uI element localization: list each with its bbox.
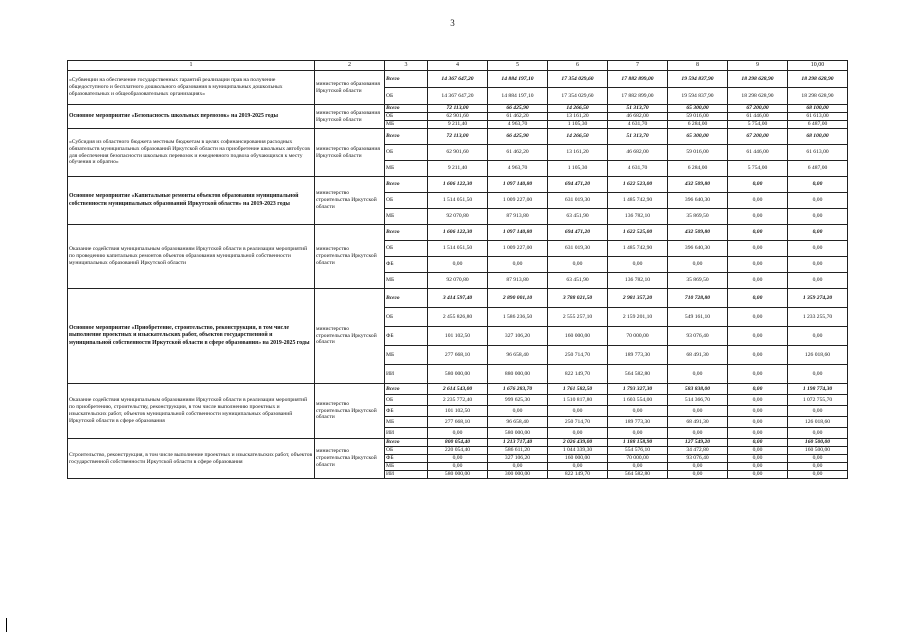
amount-cell: 18 298 628,90 <box>788 88 848 105</box>
funding-source: МБ <box>385 209 428 225</box>
amount-cell: 586 611,20 <box>488 447 548 455</box>
funding-source: МБ <box>385 273 428 289</box>
amount-cell: 0,00 <box>788 455 848 463</box>
amount-cell: 160 500,00 <box>788 439 848 447</box>
amount-cell: 19 594 837,90 <box>668 71 728 88</box>
header-row <box>68 61 848 71</box>
amount-cell: 14 884 197,10 <box>488 71 548 88</box>
amount-cell: 0,00 <box>728 447 788 455</box>
header-cell: 8 <box>668 61 728 71</box>
amount-cell: 277 668,10 <box>428 417 488 428</box>
table-row <box>68 225 848 241</box>
amount-cell: 65 300,00 <box>668 129 728 145</box>
amount-cell: 61 613,00 <box>788 145 848 161</box>
amount-cell: 0,00 <box>608 428 668 439</box>
amount-cell: 0,00 <box>728 417 788 428</box>
funding-source: Всего <box>385 384 428 395</box>
amount-cell: 0,00 <box>728 308 788 327</box>
amount-cell: 72 113,00 <box>428 129 488 145</box>
amount-cell: 127 549,20 <box>668 439 728 447</box>
amount-cell: 0,00 <box>608 463 668 471</box>
amount-cell: 2 159 201,10 <box>608 308 668 327</box>
amount-cell: 694 471,20 <box>548 225 608 241</box>
amount-cell: 0,00 <box>728 463 788 471</box>
amount-cell: 9 211,40 <box>428 121 488 129</box>
amount-cell: 1 606 122,30 <box>428 225 488 241</box>
amount-cell: 4 963,70 <box>488 121 548 129</box>
amount-cell: 327 106,20 <box>488 327 548 346</box>
budget-table <box>67 60 848 479</box>
amount-cell: 0,00 <box>788 177 848 193</box>
executor: министерство образования Иркутской области <box>315 129 385 177</box>
amount-cell: 0,00 <box>728 384 788 395</box>
amount-cell: 0,00 <box>668 463 728 471</box>
amount-cell: 0,00 <box>788 273 848 289</box>
amount-cell: 1 622 523,00 <box>608 177 668 193</box>
amount-cell: 2 235 772,40 <box>428 395 488 406</box>
table-row <box>68 439 848 447</box>
amount-cell: 189 773,30 <box>608 346 668 365</box>
funding-source: ОБ <box>385 88 428 105</box>
measure-name: Основное мероприятие «Приобретение, строительство, реконструкция, в том числе выполнение проектных и изыскательских работ, объектов государственной и муниципальной собственности Иркутской области в сфере образования» на 2019-2025 годы <box>68 289 315 384</box>
amount-cell: 0,00 <box>728 365 788 384</box>
executor: министерство образования Иркутской области <box>315 105 385 129</box>
amount-cell: 0,00 <box>788 327 848 346</box>
amount-cell: 0,00 <box>788 225 848 241</box>
header-cell: 3 <box>385 61 428 71</box>
table-body <box>68 61 848 479</box>
amount-cell: 580 000,00 <box>428 471 488 479</box>
amount-cell: 63 451,90 <box>548 273 608 289</box>
amount-cell: 0,00 <box>728 257 788 273</box>
funding-source: ФБ <box>385 257 428 273</box>
amount-cell: 564 582,80 <box>608 365 668 384</box>
executor: министерство образования Иркутской области <box>315 71 385 105</box>
amount-cell: 0,00 <box>788 471 848 479</box>
amount-cell: 4 963,70 <box>488 161 548 177</box>
amount-cell: 72 113,00 <box>428 105 488 113</box>
amount-cell: 5 754,00 <box>728 121 788 129</box>
amount-cell: 1 359 274,20 <box>788 289 848 308</box>
funding-source: МБ <box>385 346 428 365</box>
amount-cell: 2 555 257,10 <box>548 308 608 327</box>
funding-source: ФБ <box>385 455 428 463</box>
amount-cell: 1 097 140,80 <box>488 177 548 193</box>
amount-cell: 14 367 647,20 <box>428 71 488 88</box>
amount-cell: 13 161,20 <box>548 145 608 161</box>
executor: министерство строительства Иркутской области <box>315 439 385 479</box>
amount-cell: 0,00 <box>428 463 488 471</box>
amount-cell: 1 105,30 <box>548 121 608 129</box>
amount-cell: 2 455 826,80 <box>428 308 488 327</box>
amount-cell: 35 869,50 <box>668 273 728 289</box>
amount-cell: 2 026 439,00 <box>548 439 608 447</box>
funding-source: ФБ <box>385 327 428 346</box>
amount-cell: 68 100,00 <box>788 105 848 113</box>
amount-cell: 0,00 <box>728 471 788 479</box>
amount-cell: 93 076,40 <box>668 455 728 463</box>
amount-cell: 0,00 <box>728 177 788 193</box>
amount-cell: 18 298 628,90 <box>728 71 788 88</box>
amount-cell: 880 000,00 <box>488 365 548 384</box>
amount-cell: 1 586 236,50 <box>488 308 548 327</box>
amount-cell: 61 462,20 <box>488 145 548 161</box>
amount-cell: 0,00 <box>488 257 548 273</box>
executor: министерство строительства Иркутской области <box>315 384 385 439</box>
funding-source: ОБ <box>385 447 428 455</box>
amount-cell: 70 000,00 <box>608 327 668 346</box>
amount-cell: 59 016,00 <box>668 113 728 121</box>
header-cell: 5 <box>488 61 548 71</box>
amount-cell: 136 782,10 <box>608 273 668 289</box>
amount-cell: 631 019,30 <box>548 241 608 257</box>
amount-cell: 1 072 755,70 <box>788 395 848 406</box>
amount-cell: 1 233 255,70 <box>788 308 848 327</box>
amount-cell: 1 009 227,00 <box>488 193 548 209</box>
header-cell: 4 <box>428 61 488 71</box>
amount-cell: 51 313,70 <box>608 129 668 145</box>
funding-source: МБ <box>385 417 428 428</box>
funding-source: ОБ <box>385 241 428 257</box>
amount-cell: 1 676 283,70 <box>488 384 548 395</box>
amount-cell: 14 884 197,10 <box>488 88 548 105</box>
executor: министерство строительства Иркутской области <box>315 177 385 225</box>
amount-cell: 189 773,30 <box>608 417 668 428</box>
table-row <box>68 177 848 193</box>
amount-cell: 0,00 <box>728 428 788 439</box>
funding-source: МБ <box>385 463 428 471</box>
amount-cell: 710 728,80 <box>668 289 728 308</box>
funding-source: ОБ <box>385 145 428 161</box>
amount-cell: 9 211,40 <box>428 161 488 177</box>
executor: министерство строительства Иркутской области <box>315 289 385 384</box>
header-cell: 2 <box>315 61 385 71</box>
amount-cell: 68 100,00 <box>788 129 848 145</box>
page-number: 3 <box>450 18 455 28</box>
table-row <box>68 384 848 395</box>
funding-source: Всего <box>385 289 428 308</box>
amount-cell: 3 788 021,50 <box>548 289 608 308</box>
amount-cell: 583 838,00 <box>668 384 728 395</box>
amount-cell: 87 913,80 <box>488 209 548 225</box>
amount-cell: 68 491,30 <box>668 346 728 365</box>
amount-cell: 554 576,10 <box>608 447 668 455</box>
amount-cell: 0,00 <box>728 346 788 365</box>
funding-source: Всего <box>385 105 428 113</box>
amount-cell: 0,00 <box>788 428 848 439</box>
amount-cell: 0,00 <box>728 273 788 289</box>
amount-cell: 1 188 158,90 <box>608 439 668 447</box>
amount-cell: 92 070,80 <box>428 209 488 225</box>
amount-cell: 0,00 <box>788 365 848 384</box>
amount-cell: 62 901,60 <box>428 113 488 121</box>
funding-source: МБ <box>385 161 428 177</box>
amount-cell: 0,00 <box>728 439 788 447</box>
measure-name: «Субсидия из областного бюджета местным бюджетам в целях софинансирования расходных обязательств муниципальных образований Иркутской области на приобретение школьных автобусов для обеспечения безопасности школьных перевозок и ежедневного подвоза обучающихся к месту обучения и обратно» <box>68 129 315 177</box>
amount-cell: 0,00 <box>728 225 788 241</box>
amount-cell: 126 018,60 <box>788 346 848 365</box>
amount-cell: 0,00 <box>668 365 728 384</box>
amount-cell: 0,00 <box>548 257 608 273</box>
amount-cell: 3 414 597,40 <box>428 289 488 308</box>
amount-cell: 0,00 <box>788 241 848 257</box>
amount-cell: 549 161,10 <box>668 308 728 327</box>
header-cell: 9 <box>728 61 788 71</box>
amount-cell: 59 016,00 <box>668 145 728 161</box>
amount-cell: 17 882 899,00 <box>608 71 668 88</box>
amount-cell: 0,00 <box>728 209 788 225</box>
amount-cell: 0,00 <box>668 406 728 417</box>
amount-cell: 61 613,00 <box>788 113 848 121</box>
amount-cell: 2 614 543,00 <box>428 384 488 395</box>
amount-cell: 34 472,80 <box>668 447 728 455</box>
amount-cell: 0,00 <box>728 289 788 308</box>
amount-cell: 631 019,30 <box>548 193 608 209</box>
amount-cell: 0,00 <box>428 455 488 463</box>
amount-cell: 327 106,20 <box>488 455 548 463</box>
amount-cell: 1 514 051,50 <box>428 193 488 209</box>
amount-cell: 92 070,80 <box>428 273 488 289</box>
amount-cell: 19 594 837,90 <box>668 88 728 105</box>
amount-cell: 62 901,60 <box>428 145 488 161</box>
funding-source: МБ <box>385 121 428 129</box>
amount-cell: 96 658,40 <box>488 346 548 365</box>
header-cell: 6 <box>548 61 608 71</box>
amount-cell: 46 682,00 <box>608 145 668 161</box>
executor: министерство строительства Иркутской области <box>315 225 385 289</box>
amount-cell: 0,00 <box>728 241 788 257</box>
amount-cell: 0,00 <box>488 406 548 417</box>
amount-cell: 101 102,50 <box>428 327 488 346</box>
amount-cell: 13 161,20 <box>548 113 608 121</box>
funding-source: ИИ <box>385 471 428 479</box>
amount-cell: 396 640,30 <box>668 193 728 209</box>
amount-cell: 694 471,20 <box>548 177 608 193</box>
header-cell: 1 <box>68 61 315 71</box>
amount-cell: 2 981 357,20 <box>608 289 668 308</box>
amount-cell: 5 754,00 <box>728 161 788 177</box>
amount-cell: 220 054,40 <box>428 447 488 455</box>
amount-cell: 432 509,80 <box>668 225 728 241</box>
amount-cell: 17 354 029,60 <box>548 71 608 88</box>
funding-source: ОБ <box>385 395 428 406</box>
header-cell: 10,00 <box>788 61 848 71</box>
table-row <box>68 105 848 113</box>
amount-cell: 61 462,20 <box>488 113 548 121</box>
amount-cell: 0,00 <box>788 209 848 225</box>
amount-cell: 14 266,50 <box>548 129 608 145</box>
table-row <box>68 129 848 145</box>
amount-cell: 61 446,00 <box>728 145 788 161</box>
amount-cell: 0,00 <box>788 406 848 417</box>
amount-cell: 17 354 029,60 <box>548 88 608 105</box>
amount-cell: 0,00 <box>428 428 488 439</box>
amount-cell: 0,00 <box>728 327 788 346</box>
funding-source: Всего <box>385 129 428 145</box>
funding-source: ФБ <box>385 406 428 417</box>
funding-source: ОБ <box>385 308 428 327</box>
amount-cell: 0,00 <box>428 257 488 273</box>
amount-cell: 1 606 122,30 <box>428 177 488 193</box>
amount-cell: 514 366,70 <box>668 395 728 406</box>
amount-cell: 1 105,30 <box>548 161 608 177</box>
funding-source: Всего <box>385 225 428 241</box>
measure-name: Оказание содействия муниципальным образованиям Иркутской области в реализации мероприятий по приобретению, строительству, реконструкции, в том числе выполнению проектных и изыскательских работ, объектов муниципальной собственности муниципальных образований Иркутской области в сфере образования <box>68 384 315 439</box>
measure-name: Оказание содействия муниципальным образованиям Иркутской области в реализации мероприятий по проведению капитальных ремонтов объектов образования муниципальной собственности муниципальных образований Иркутской области <box>68 225 315 289</box>
funding-source: Всего <box>385 71 428 88</box>
amount-cell: 0,00 <box>608 257 668 273</box>
amount-cell: 0,00 <box>668 471 728 479</box>
amount-cell: 68 491,30 <box>668 417 728 428</box>
amount-cell: 1 485 742,90 <box>608 193 668 209</box>
amount-cell: 4 631,70 <box>608 121 668 129</box>
measure-name: Основное мероприятие «Капитальные ремонты объектов образования муниципальной собственности муниципальных образований Иркутской области» на 2019-2023 годы <box>68 177 315 225</box>
amount-cell: 63 451,90 <box>548 209 608 225</box>
amount-cell: 65 300,00 <box>668 105 728 113</box>
amount-cell: 0,00 <box>548 428 608 439</box>
amount-cell: 1 603 554,00 <box>608 395 668 406</box>
funding-source: Всего <box>385 439 428 447</box>
amount-cell: 250 714,70 <box>548 417 608 428</box>
amount-cell: 67 200,00 <box>728 129 788 145</box>
amount-cell: 1 213 717,40 <box>488 439 548 447</box>
amount-cell: 18 298 628,90 <box>728 88 788 105</box>
amount-cell: 1 622 525,00 <box>608 225 668 241</box>
amount-cell: 0,00 <box>728 455 788 463</box>
amount-cell: 1 198 774,30 <box>788 384 848 395</box>
amount-cell: 136 782,10 <box>608 209 668 225</box>
amount-cell: 6 284,00 <box>668 121 728 129</box>
measure-name: «Субвенции на обеспечение государственных гарантий реализации прав на получение общедоступного и бесплатного дошкольного образования в муниципальных дошкольных образовательных и общеобразовательных организациях» <box>68 71 315 105</box>
amount-cell: 6 487,00 <box>788 121 848 129</box>
amount-cell: 96 658,40 <box>488 417 548 428</box>
amount-cell: 580 000,00 <box>428 365 488 384</box>
amount-cell: 0,00 <box>728 395 788 406</box>
funding-source: ИИ <box>385 365 428 384</box>
amount-cell: 18 298 628,90 <box>788 71 848 88</box>
amount-cell: 6 487,00 <box>788 161 848 177</box>
measure-name: Основное мероприятие «Безопасность школьных перевозок» на 2019-2025 годы <box>68 105 315 129</box>
funding-source: ОБ <box>385 193 428 209</box>
amount-cell: 396 640,30 <box>668 241 728 257</box>
amount-cell: 160 000,00 <box>548 327 608 346</box>
funding-source: ОБ <box>385 113 428 121</box>
amount-cell: 800 054,40 <box>428 439 488 447</box>
table-row <box>68 71 848 88</box>
amount-cell: 0,00 <box>728 193 788 209</box>
amount-cell: 564 582,80 <box>608 471 668 479</box>
amount-cell: 160 000,00 <box>548 455 608 463</box>
amount-cell: 0,00 <box>788 193 848 209</box>
amount-cell: 87 913,80 <box>488 273 548 289</box>
funding-source: ИИ <box>385 428 428 439</box>
amount-cell: 61 446,00 <box>728 113 788 121</box>
amount-cell: 580 000,00 <box>488 428 548 439</box>
amount-cell: 2 890 001,10 <box>488 289 548 308</box>
amount-cell: 0,00 <box>788 463 848 471</box>
amount-cell: 66 425,90 <box>488 129 548 145</box>
amount-cell: 6 284,00 <box>668 161 728 177</box>
amount-cell: 0,00 <box>728 406 788 417</box>
funding-source: Всего <box>385 177 428 193</box>
amount-cell: 67 200,00 <box>728 105 788 113</box>
text-cursor <box>6 618 7 632</box>
header-cell: 7 <box>608 61 668 71</box>
amount-cell: 0,00 <box>668 257 728 273</box>
amount-cell: 1 793 327,30 <box>608 384 668 395</box>
amount-cell: 160 500,00 <box>788 447 848 455</box>
amount-cell: 46 682,00 <box>608 113 668 121</box>
amount-cell: 1 485 742,90 <box>608 241 668 257</box>
amount-cell: 14 367 647,20 <box>428 88 488 105</box>
table-row <box>68 289 848 308</box>
amount-cell: 35 869,50 <box>668 209 728 225</box>
amount-cell: 0,00 <box>608 406 668 417</box>
amount-cell: 1 761 582,50 <box>548 384 608 395</box>
amount-cell: 822 149,70 <box>548 471 608 479</box>
amount-cell: 0,00 <box>548 406 608 417</box>
amount-cell: 0,00 <box>548 463 608 471</box>
amount-cell: 822 149,70 <box>548 365 608 384</box>
amount-cell: 0,00 <box>788 257 848 273</box>
amount-cell: 277 668,10 <box>428 346 488 365</box>
amount-cell: 432 509,80 <box>668 177 728 193</box>
amount-cell: 14 266,50 <box>548 105 608 113</box>
amount-cell: 51 313,70 <box>608 105 668 113</box>
amount-cell: 250 714,70 <box>548 346 608 365</box>
amount-cell: 101 102,50 <box>428 406 488 417</box>
amount-cell: 70 000,00 <box>608 455 668 463</box>
amount-cell: 93 076,40 <box>668 327 728 346</box>
amount-cell: 66 425,90 <box>488 105 548 113</box>
amount-cell: 17 882 899,00 <box>608 88 668 105</box>
amount-cell: 300 000,00 <box>488 471 548 479</box>
amount-cell: 1 044 339,30 <box>548 447 608 455</box>
measure-name: Строительство, реконструкция, в том числе выполнение проектных и изыскательских работ, объектов государственной собственности Иркутской области в сфере образования <box>68 439 315 479</box>
amount-cell: 1 097 140,80 <box>488 225 548 241</box>
amount-cell: 0,00 <box>488 463 548 471</box>
amount-cell: 1 510 817,80 <box>548 395 608 406</box>
amount-cell: 126 018,60 <box>788 417 848 428</box>
amount-cell: 0,00 <box>668 428 728 439</box>
amount-cell: 4 631,70 <box>608 161 668 177</box>
amount-cell: 1 514 051,50 <box>428 241 488 257</box>
amount-cell: 1 009 227,00 <box>488 241 548 257</box>
amount-cell: 999 625,30 <box>488 395 548 406</box>
